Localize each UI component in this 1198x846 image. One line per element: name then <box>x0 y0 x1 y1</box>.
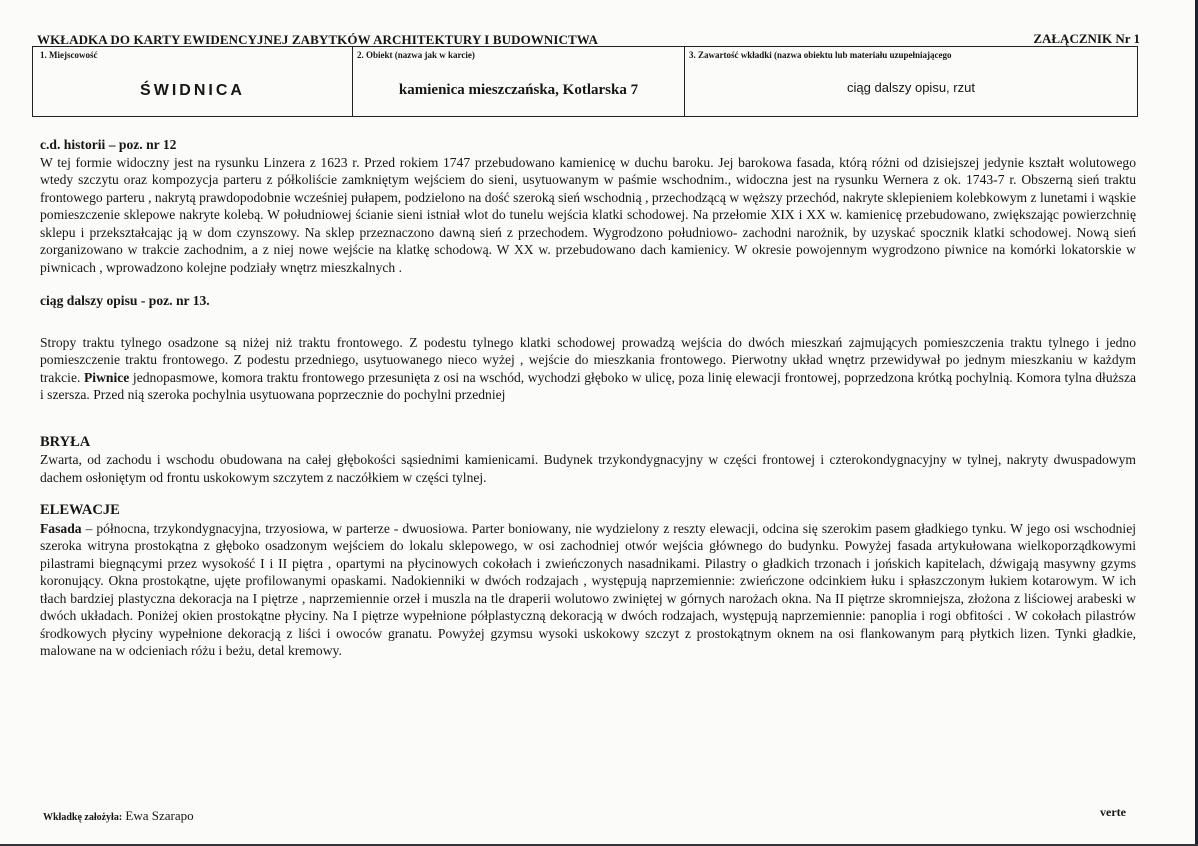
field-contents <box>685 47 1137 116</box>
bryla-heading: BRYŁA <box>40 433 91 450</box>
fasada-term: Fasada <box>40 520 82 536</box>
footer-verte: verte <box>1100 805 1126 819</box>
bryla-paragraph: Zwarta, od zachodu i wschodu obudowana na całej głębokości sąsiednimi kamienicami. Budynek trzykondygnacyjny w części frontowej i czterokondygnacyjny w tylnej, nakryty dwuspadowym dachem osłoniętym od frontu uskokowym szczytem z naczółkiem w części tylnej. <box>40 452 1136 485</box>
field-locality-value: ŚWIDNICA <box>140 82 245 99</box>
elewacje-text: – północna, trzykondygnacyjna, trzyosiowa, w parterze - dwuosiowa. Parter boniowany, nie wydzielony z reszty elewacji, odcina się szerokim pasem gładkiego tynku. W jego osi wschodniej szeroka witryna prostokątna z głęboko osadzonym wejściem do lokalu sklepowego, w osi zachodniej otwór wejścia głównego do budynku. Powyżej fasada artykułowana wielkoporządkowymi pilastrami biegnącymi przez wysokość I i II piętra , opartymi na płycinowych cokołach i zwieńczonych nasadnikami. Pilastry o gładkich trzonach i jońskich kapitelach, dźwigają masywny gzyms koronujący. Okna prostokątne, ujęte profilowanymi opaskami. Nadokienniki w dwóch rodzajach , występują naprzemiennie: zwieńczone odcinkiem łuku i spłaszczonym łukiem kotarowym. W ich tłach bardziej plastyczna dekoracja na I piętrze , naprzemiennie orzeł i muszla na tle draperii wolutowo zwiniętej w górnych narożach okna. Na II piętrze skromniejsza, złożona z liściowej arabeski w dwóch układach. Poniżej okien prostokątne płyciny. Na I piętrze wypełnione półplastyczną dekoracją w dwóch rodzajach, występują naprzemiennie: panoplia i rogi obfitości . W cokołach pilastrów środkowych płyciny wypełnione dekoracją z liści i owoców granatu. Powyżej gzymsu wysoki uskokowy szczyt z prostokątnym oknem na osi flankowanym parą płytkich lizen. Tynki gładkie, malowane na w odcieniach różu i beżu, detal kremowy. <box>40 520 1136 658</box>
history-paragraph: W tej formie widoczny jest na rysunku Linzera z 1623 r. Przed rokiem 1747 przebudowano kamienicę w duchu baroku. Jej barokowa fasada, którą różni od dzisiejszej jedynie kształt wolutowego wtedy szczytu oraz kompozycja parteru z półkoliście zamkniętym wejściem do sieni, usytuowanym w paśmie wschodnim., widoczna jest na rysunku Wernera z ok. 1743-7 r. Obszerną sień traktu frontowego parteru , nakrytą prawdopodobnie wcześniej pułapem, podzielono na dość szeroką sień wschodnią , przechodzącą w węższy przechód, nakryte sklepieniem kolebkowym z lunetami i wąskie pomieszczenie sklepowe nakryte kolebą. W południowej ścianie sieni istniał wlot do tunelu wejścia klatki schodowej. Na przełomie XIX i XX w. kamienicę przebudowano, zwiększając powierzchnię sklepu i przekształcając ją w dom czynszowy. Na sklep przeznaczono dawną sień z przechodem. Wygrodzono południowo- zachodni narożnik, by uzyskać spocznik klatki schodowej. Nową sień zorganizowano w trakcie zachodnim, a z niej nowe wejście na klatkę schodową. W XX w. przebudowano dach kamienicy. W okresie powojennym wygrodzono piwnice na komórki lokatorskie w piwnicach , wprowadzono kolejne podziały wnętrz mieszkalnych . <box>40 154 1136 275</box>
continuation-heading: ciąg dalszy opisu - poz. nr 13. <box>40 293 210 308</box>
footer-author-label: Wkładkę założyła: <box>43 812 123 823</box>
document-body <box>40 136 1136 660</box>
field-object-value: kamienica mieszczańska, Kotlarska 7 <box>398 82 639 98</box>
footer-author-name: Ewa Szarapo <box>125 808 194 823</box>
document-title: WKŁADKA DO KARTY EWIDENCYJNEJ ZABYTKÓW ARCHITEKTURY I BUDOWNICTWA <box>37 32 598 47</box>
piwnice-term: Piwnice <box>84 369 130 385</box>
elewacje-paragraph <box>40 520 1136 660</box>
field-object-label: 2. Obiekt (nazwa jak w karcie) <box>357 50 475 60</box>
continuation-text-after: jednopasmowe, komora traktu frontowego przesunięta z osi na wschód, wychodzi głęboko w ulicę, poza linię elewacji frontowej, poprzedzona krótką pochylnią. Komora tylna dłuższa i szersza. Przed nią szeroka pochylnia usytuowana poprzecznie do pochylni przedniej <box>40 369 1137 402</box>
field-contents-value: ciąg dalszy opisu, rzut <box>847 80 975 95</box>
footer-author <box>43 808 194 824</box>
field-contents-label: 3. Zawartość wkładki (nazwa obiektu lub materiału uzupełniającego <box>689 50 952 60</box>
header-fields-table <box>32 46 1138 117</box>
continuation-text-before: Stropy traktu tylnego osadzone są niżej niż traktu frontowego. Z podestu tylnego klatki schodowej prowadzą wejścia do dwóch mieszkań zajmujących pomieszczenia traktu tylnego i jedno pomieszczenie traktu frontowego. Z podestu przedniego, usytuowanego nieco wyżej , wejście do mieszkania frontowego. Pierwotny układ wnętrz przewidywał po jednym mieszkaniu w każdym trakcie. <box>40 334 1136 385</box>
field-object <box>353 47 685 116</box>
annex-number: ZAŁĄCZNIK Nr 1 <box>1033 31 1140 46</box>
history-heading: c.d. historii – poz. nr 12 <box>40 137 177 152</box>
field-locality-label: 1. Miejscowość <box>40 50 98 60</box>
field-locality <box>33 47 353 116</box>
elewacje-heading: ELEWACJE <box>40 502 120 518</box>
continuation-paragraph <box>40 334 1136 404</box>
